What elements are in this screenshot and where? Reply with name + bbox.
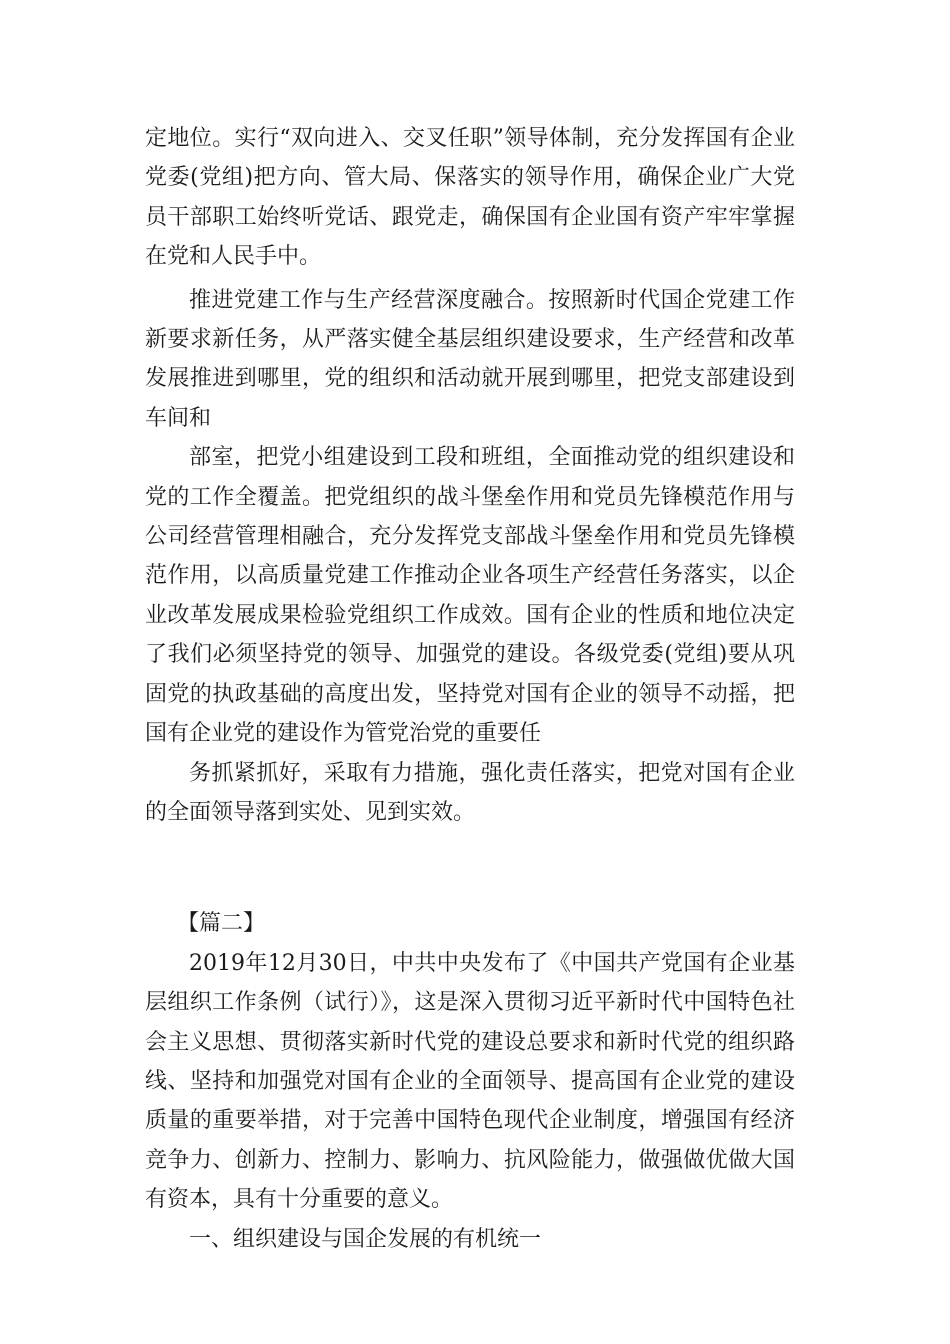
paragraph-branch-coverage: 部室，把党小组建设到工段和班组，全面推动党的组织建设和党的工作全覆盖。把党组织的战斗堡垒作用和党员先锋模范作用与公司经营管理相融合，充分发挥党支部战斗堡垒作用和党员先锋模范作用，以高质量党建工作推动企业各项生产经营任务落实，以企业改革发展成果检验党组织工作成效。国有企业的性质和地位决定了我们必须坚持党的领导、加强党的建设。各级党委(党组)要从巩固党的执政基础的高度出发，坚持党对国有企业的领导不动摇，把国有企业党的建设作为管党治党的重要任 <box>145 445 795 747</box>
document-body <box>145 119 795 1259</box>
paragraph-implementation: 务抓紧抓好，采取有力措施，强化责任落实，把党对国有企业的全面领导落到实处、见到实效。 <box>145 760 795 825</box>
section-heading: 【篇二】 <box>177 911 266 937</box>
paragraph-integration: 推进党建工作与生产经营深度融合。按照新时代国企党建工作新要求新任务，从严落实健全基层组织建设要求，生产经营和改革发展推进到哪里，党的组织和活动就开展到哪里，把党支部建设到车间和 <box>145 287 795 431</box>
paragraph-regulation: 2019年12月30日，中共中央发布了《中国共产党国有企业基层组织工作条例（试行）》，这是深入贯彻习近平新时代中国特色社会主义思想、贯彻落实新时代党的建设总要求和新时代党的组织路线、坚持和加强党对国有企业的全面领导、提高国有企业党的建设质量的重要举措，对于完善中国特色现代企业制度，增强国有经济竞争力、创新力、控制力、影响力、抗风险能力，做强做优做大国有资本，具有十分重要的意义。 <box>145 950 795 1213</box>
paragraph-continuation: 定地位。实行“双向进入、交叉任职”领导体制，充分发挥国有企业党委(党组)把方向、管大局、保落实的领导作用，确保企业广大党员干部职工始终听党话、跟党走，确保国有企业国有资产牢牢掌握在党和人民手中。 <box>145 126 795 270</box>
subheading-organization: 一、组织建设与国企发展的有机统一 <box>189 1226 542 1252</box>
section-spacer <box>145 832 795 904</box>
